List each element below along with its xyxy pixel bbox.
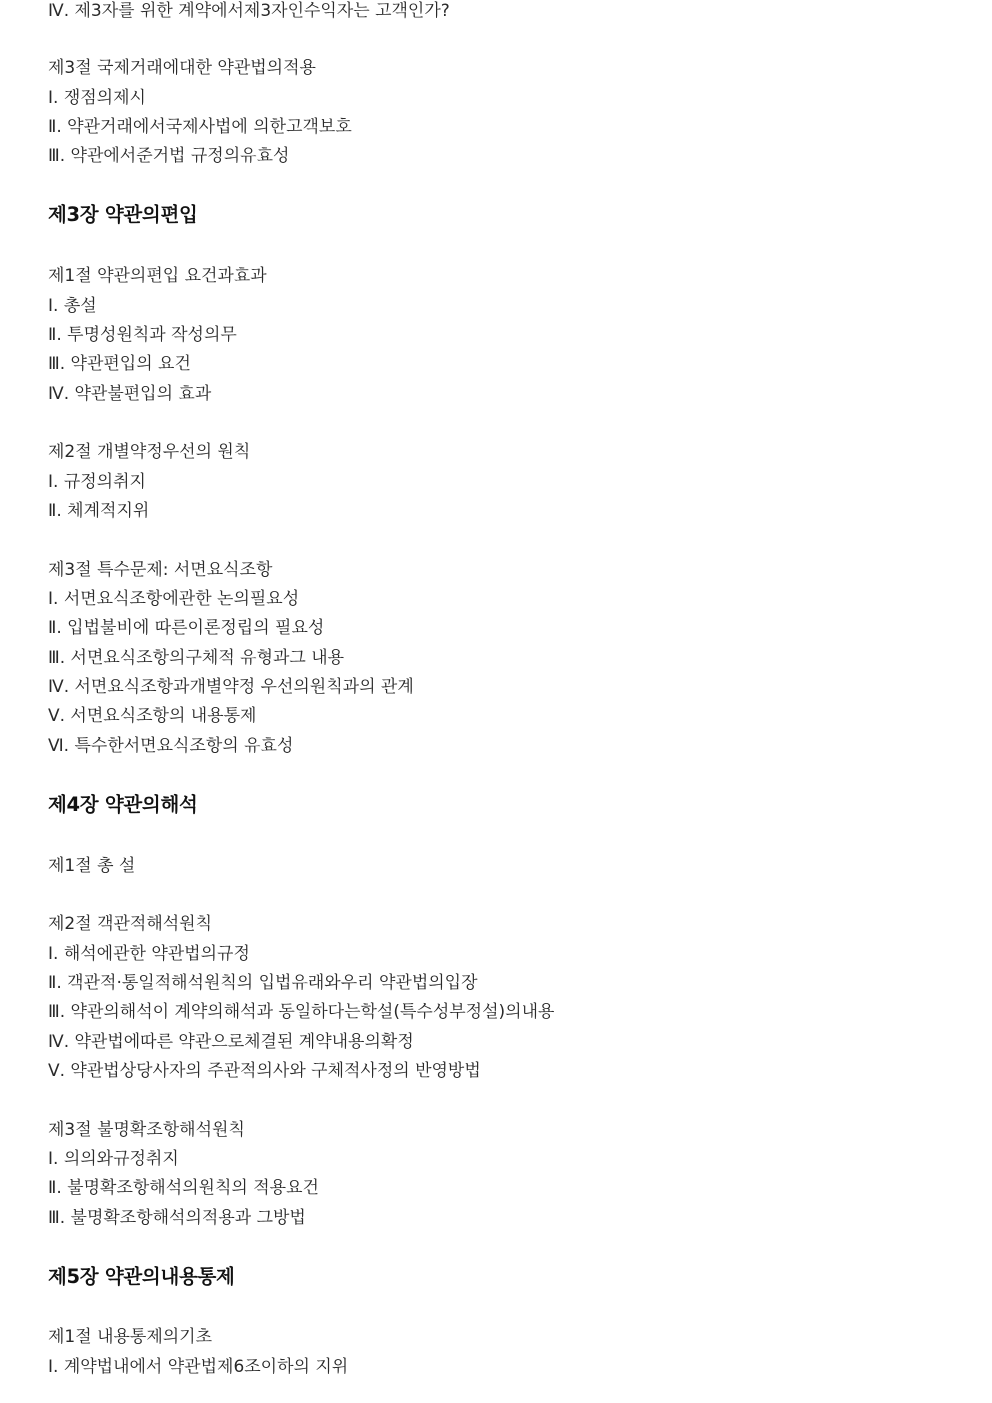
toc-item: Ⅵ. 특수한서면요식조항의 유효성 (48, 736, 294, 756)
toc-section-heading: 제1절 총 설 (48, 856, 136, 876)
toc-item: Ⅴ. 서면요식조항의 내용통제 (48, 706, 257, 726)
toc-item: Ⅲ. 서면요식조항의구체적 유형과그 내용 (48, 648, 345, 668)
toc-item: Ⅰ. 계약법내에서 약관법제6조이하의 지위 (48, 1357, 349, 1377)
toc-item: Ⅲ. 약관에서준거법 규정의유효성 (48, 146, 290, 166)
toc-item: Ⅰ. 서면요식조항에관한 논의필요성 (48, 589, 300, 609)
toc-item: Ⅳ. 서면요식조항과개별약정 우선의원칙과의 관계 (48, 677, 414, 697)
toc-section-heading: 제3절 불명확조항해석원칙 (48, 1120, 245, 1140)
toc-chapter-heading: 제5장 약관의내용통제 (48, 1265, 235, 1288)
toc-item: Ⅱ. 약관거래에서국제사법에 의한고객보호 (48, 117, 352, 137)
toc-section-heading: 제3절 특수문제: 서면요식조항 (48, 560, 273, 580)
toc-item: Ⅱ. 체계적지위 (48, 501, 150, 521)
toc-item: Ⅰ. 쟁점의제시 (48, 88, 146, 108)
toc-section-heading: 제2절 개별약정우선의 원칙 (48, 442, 251, 462)
toc-item: Ⅰ. 의의와규정취지 (48, 1149, 179, 1169)
toc-section-heading: 제1절 약관의편입 요건과효과 (48, 266, 267, 286)
toc-item: Ⅳ. 약관법에따른 약관으로체결된 계약내용의확정 (48, 1032, 414, 1052)
toc-item: Ⅳ. 약관불편입의 효과 (48, 384, 212, 404)
toc-section-heading: 제1절 내용통제의기초 (48, 1327, 213, 1347)
toc-section-heading: 제3절 국제거래에대한 약관법의적용 (48, 58, 316, 78)
toc-item: Ⅰ. 해석에관한 약관법의규정 (48, 944, 250, 964)
toc-item: Ⅲ. 약관의해석이 계약의해석과 동일하다는학설(특수성부정설)의내용 (48, 1002, 555, 1022)
toc-item: Ⅰ. 총설 (48, 296, 97, 316)
toc-item: Ⅰ. 규정의취지 (48, 472, 146, 492)
toc-section-heading: 제2절 객관적해석원칙 (48, 914, 213, 934)
toc-chapter-heading: 제4장 약관의해석 (48, 793, 198, 816)
toc-item: Ⅱ. 투명성원칙과 작성의무 (48, 325, 237, 345)
toc-item: Ⅱ. 객관적·통일적해석원칙의 입법유래와우리 약관법의입장 (48, 973, 478, 993)
toc-item: Ⅱ. 불명확조항해석의원칙의 적용요건 (48, 1178, 319, 1198)
toc-chapter-heading: 제3장 약관의편입 (48, 203, 198, 226)
toc-item: Ⅴ. 약관법상당사자의 주관적의사와 구체적사정의 반영방법 (48, 1061, 481, 1081)
toc-item: Ⅱ. 입법불비에 따른이론정립의 필요성 (48, 618, 325, 638)
toc-item: Ⅲ. 불명확조항해석의적용과 그방법 (48, 1208, 306, 1228)
toc-item: Ⅳ. 제3자를 위한 계약에서제3자인수익자는 고객인가? (48, 1, 450, 21)
toc-item: Ⅲ. 약관편입의 요건 (48, 354, 191, 374)
